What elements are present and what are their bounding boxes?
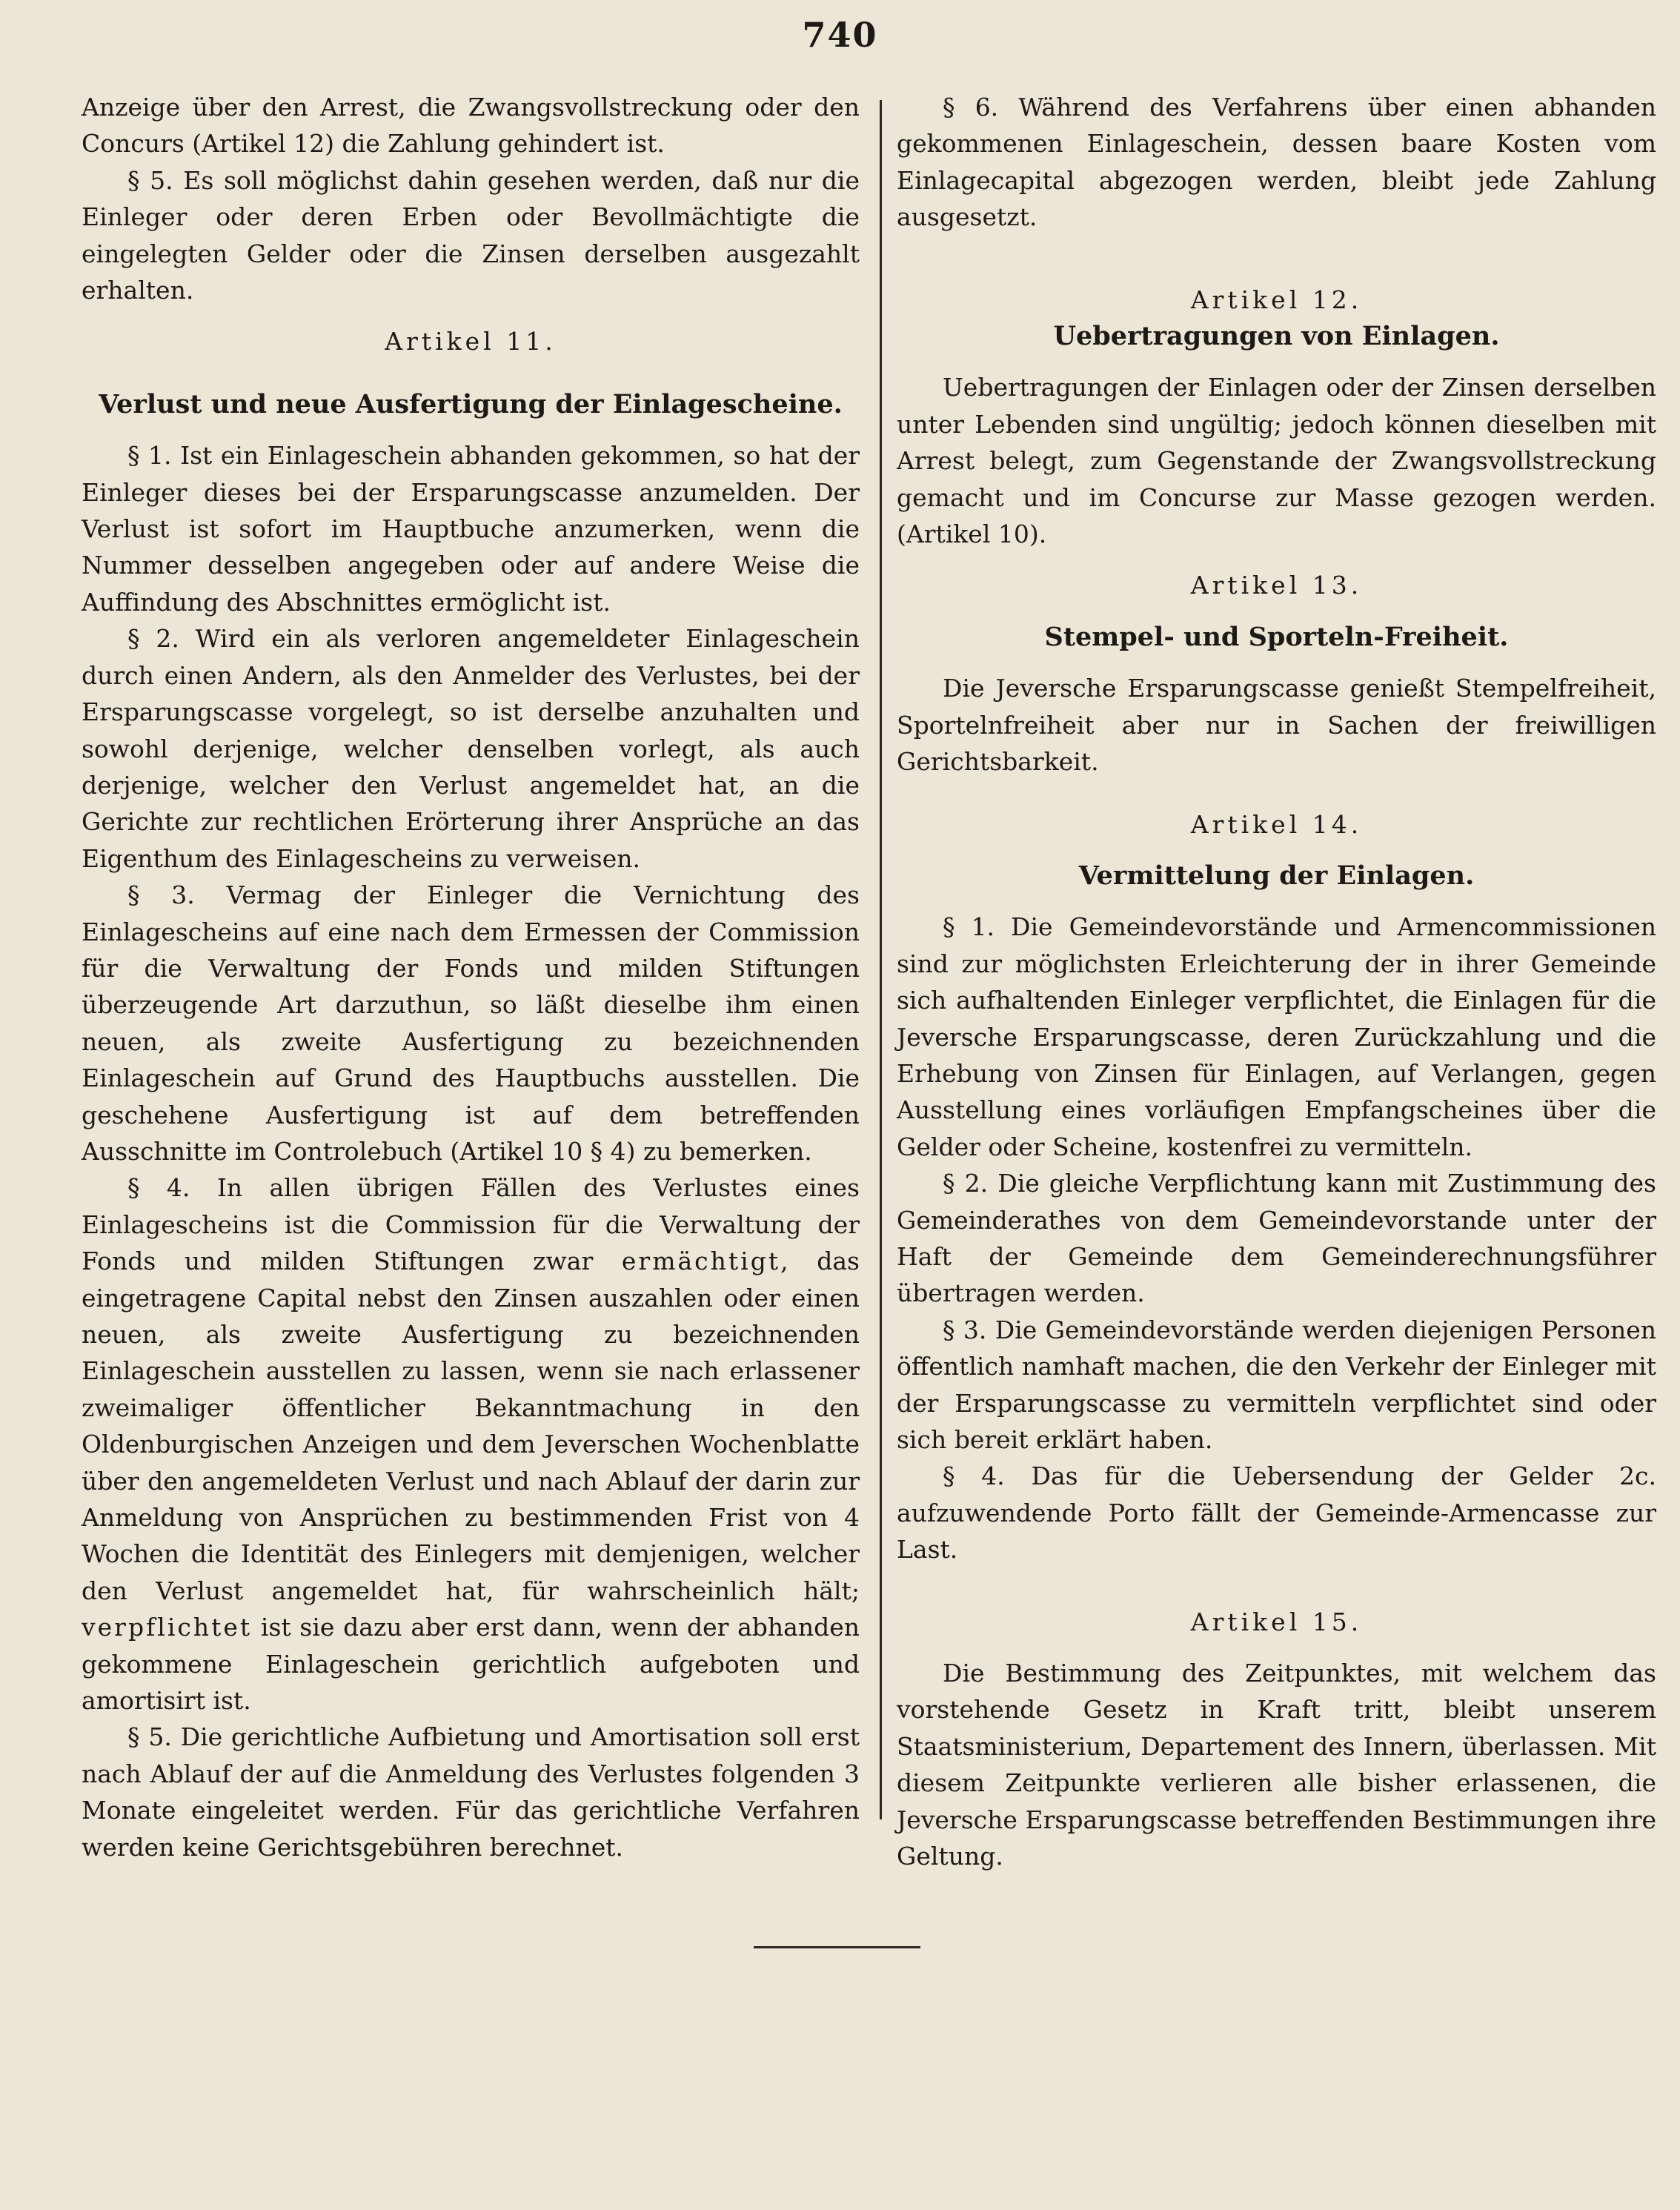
artikel-12-heading: Uebertragungen von Einlagen.	[1053, 321, 1500, 352]
artikel-13-heading: Stempel- und Sporteln-Freiheit.	[1044, 621, 1509, 652]
artikel-14-label: Artikel 14.	[1190, 809, 1363, 839]
emphasis-ermaechtigt: ermächtigt	[621, 1247, 781, 1276]
artikel-14-section-2: § 2. Die gleiche Verpflichtung kann mit Zustimmung des Gemeinderathes von dem Gemeindevorstande unter der Haft der Gemeinde dem Gemeinderechnungsführer übertragen werden.	[897, 1169, 1656, 1308]
artikel-11-section-4-part-b: , das eingetragene Capital nebst den Zinsen auszahlen oder einen neuen, als zweite Ausfertigung zu bezeichnenden Einlageschein ausstellen zu lassen, wenn sie nach erlassener zweimaliger öffentlicher Bekanntmachung in den Oldenburgischen Anzeigen und dem Jeverschen Wochenblatte über den angemeldeten Verlust und nach Ablauf der darin zur Anmeldung von Ansprüchen zu bestimmenden Frist von 4 Wochen die Identität des Einlegers mit demjenigen, welcher den Verlust angemeldet hat, für wahrscheinlich hält;	[82, 1247, 860, 1605]
artikel-11-section-4-part-c: ist sie dazu aber erst dann, wenn der abhanden gekommene Einlageschein gerichtlich aufgeboten und amortisirt ist.	[82, 1613, 860, 1716]
artikel-11-section-5: § 5. Die gerichtliche Aufbietung und Amortisation soll erst nach Ablauf der auf die Anmeldung des Verlustes folgenden 3 Monate eingeleitet werden. Für das gerichtliche Verfahren werden keine Gerichtsgebühren berechnet.	[82, 1722, 860, 1862]
section-6-paragraph: § 6. Während des Verfahrens über einen abhanden gekommenen Einlageschein, dessen baare Kosten vom Einlagecapital abgezogen werden, bleibt jede Zahlung ausgesetzt.	[897, 93, 1656, 232]
artikel-12-paragraph: Uebertragungen der Einlagen oder der Zinsen derselben unter Lebenden sind ungültig; jedoch können dieselben mit Arrest belegt, zum Gegenstande der Zwangsvollstreckung gemacht und im Concurse zur Masse gezogen werden. (Artikel 10).	[897, 373, 1656, 549]
artikel-11-section-1: § 1. Ist ein Einlageschein abhanden gekommen, so hat der Einleger dieses bei der Ersparungscasse anzumelden. Der Verlust ist sofort im Hauptbuche anzumerken, wenn die Nummer desselben angegeben oder auf andere Weise die Auffindung des Abschnittes ermöglicht ist.	[82, 441, 860, 617]
continuation-paragraph: Anzeige über den Arrest, die Zwangsvollstreckung oder den Concurs (Artikel 12) die Zahlung gehindert ist.	[82, 93, 860, 159]
artikel-15-label: Artikel 15.	[1190, 1607, 1363, 1636]
artikel-12-label: Artikel 12.	[1190, 285, 1363, 314]
section-5-paragraph: § 5. Es soll möglichst dahin gesehen werden, daß nur die Einleger oder deren Erben oder Bevollmächtigte die eingelegten Gelder oder die Zinsen derselben ausgezahlt erhalten.	[82, 165, 860, 305]
column-divider	[880, 100, 882, 1819]
artikel-14-section-4: § 4. Das für die Uebersendung der Gelder 2c. aufzuwendende Porto fällt der Gemeinde-Armencasse zur Last.	[897, 1461, 1656, 1564]
artikel-11-heading: Verlust und neue Ausfertigung der Einlagescheine.	[99, 388, 843, 419]
right-column	[897, 89, 1656, 1874]
artikel-13-paragraph: Die Jeversche Ersparungscasse genießt Stempelfreiheit, Sportelnfreiheit aber nur in Sachen der freiwilligen Gerichtsbarkeit.	[897, 674, 1656, 777]
artikel-13-label: Artikel 13.	[1190, 571, 1363, 600]
artikel-11-section-3: § 3. Vermag der Einleger die Vernichtung des Einlagescheins auf eine nach dem Ermessen der Commission für die Verwaltung der Fonds und milden Stiftungen überzeugende Art darzuthun, so läßt dieselbe ihm einen neuen, als zweite Ausfertigung zu bezeichnenden Einlageschein auf Grund des Hauptbuchs ausstellen. Die geschehene Ausfertigung ist auf dem betreffenden Ausschnitte im Controlebuch (Artikel 10 § 4) zu bemerken.	[82, 880, 860, 1166]
emphasis-verpflichtet: verpflichtet	[82, 1613, 253, 1642]
artikel-11-label: Artikel 11.	[385, 327, 557, 356]
left-column	[82, 89, 860, 1865]
artikel-11-section-4-part-a: § 4. In allen übrigen Fällen des Verlustes eines Einlagescheins ist die Commission für die Verwaltung der Fonds und milden Stiftungen zwar	[82, 1173, 860, 1276]
closing-rule	[754, 1946, 920, 1948]
page-number: 740	[802, 15, 878, 55]
artikel-11-section-2: § 2. Wird ein als verloren angemeldeter Einlageschein durch einen Andern, als den Anmelder des Verlustes, bei der Ersparungscasse vorgelegt, so ist derselbe anzuhalten und sowohl derjenige, welcher denselben vorlegt, als auch derjenige, welcher den Verlust angemeldet hat, an die Gerichte zur rechtlichen Erörterung ihrer Ansprüche an das Eigenthum des Einlagescheins zu verweisen.	[82, 624, 860, 873]
artikel-14-section-3: § 3. Die Gemeindevorstände werden diejenigen Personen öffentlich namhaft machen, die den Verkehr der Einleger mit der Ersparungscasse zu vermitteln verpflichtet sind oder sich bereit erklärt haben.	[897, 1315, 1656, 1454]
artikel-14-heading: Vermittelung der Einlagen.	[1078, 860, 1475, 891]
artikel-14-section-1: § 1. Die Gemeindevorstände und Armencommissionen sind zur möglichsten Erleichterung der in ihrer Gemeinde sich aufhaltenden Einleger verpflichtet, die Einlagen für die Jeversche Ersparungscasse, deren Zurückzahlung und die Erhebung von Zinsen für Einlagen, auf Verlangen, gegen Ausstellung eines vorläufigen Empfangscheines über die Gelder oder Scheine, kostenfrei zu vermitteln.	[897, 912, 1656, 1161]
artikel-15-paragraph: Die Bestimmung des Zeitpunktes, mit welchem das vorstehende Gesetz in Kraft tritt, bleibt unserem Staatsministerium, Departement des Innern, überlassen. Mit diesem Zeitpunkte verlieren alle bisher erlassenen, die Jeversche Ersparungscasse betreffenden Bestimmungen ihre Geltung.	[897, 1659, 1656, 1871]
artikel-11-section-4	[82, 1169, 860, 1719]
